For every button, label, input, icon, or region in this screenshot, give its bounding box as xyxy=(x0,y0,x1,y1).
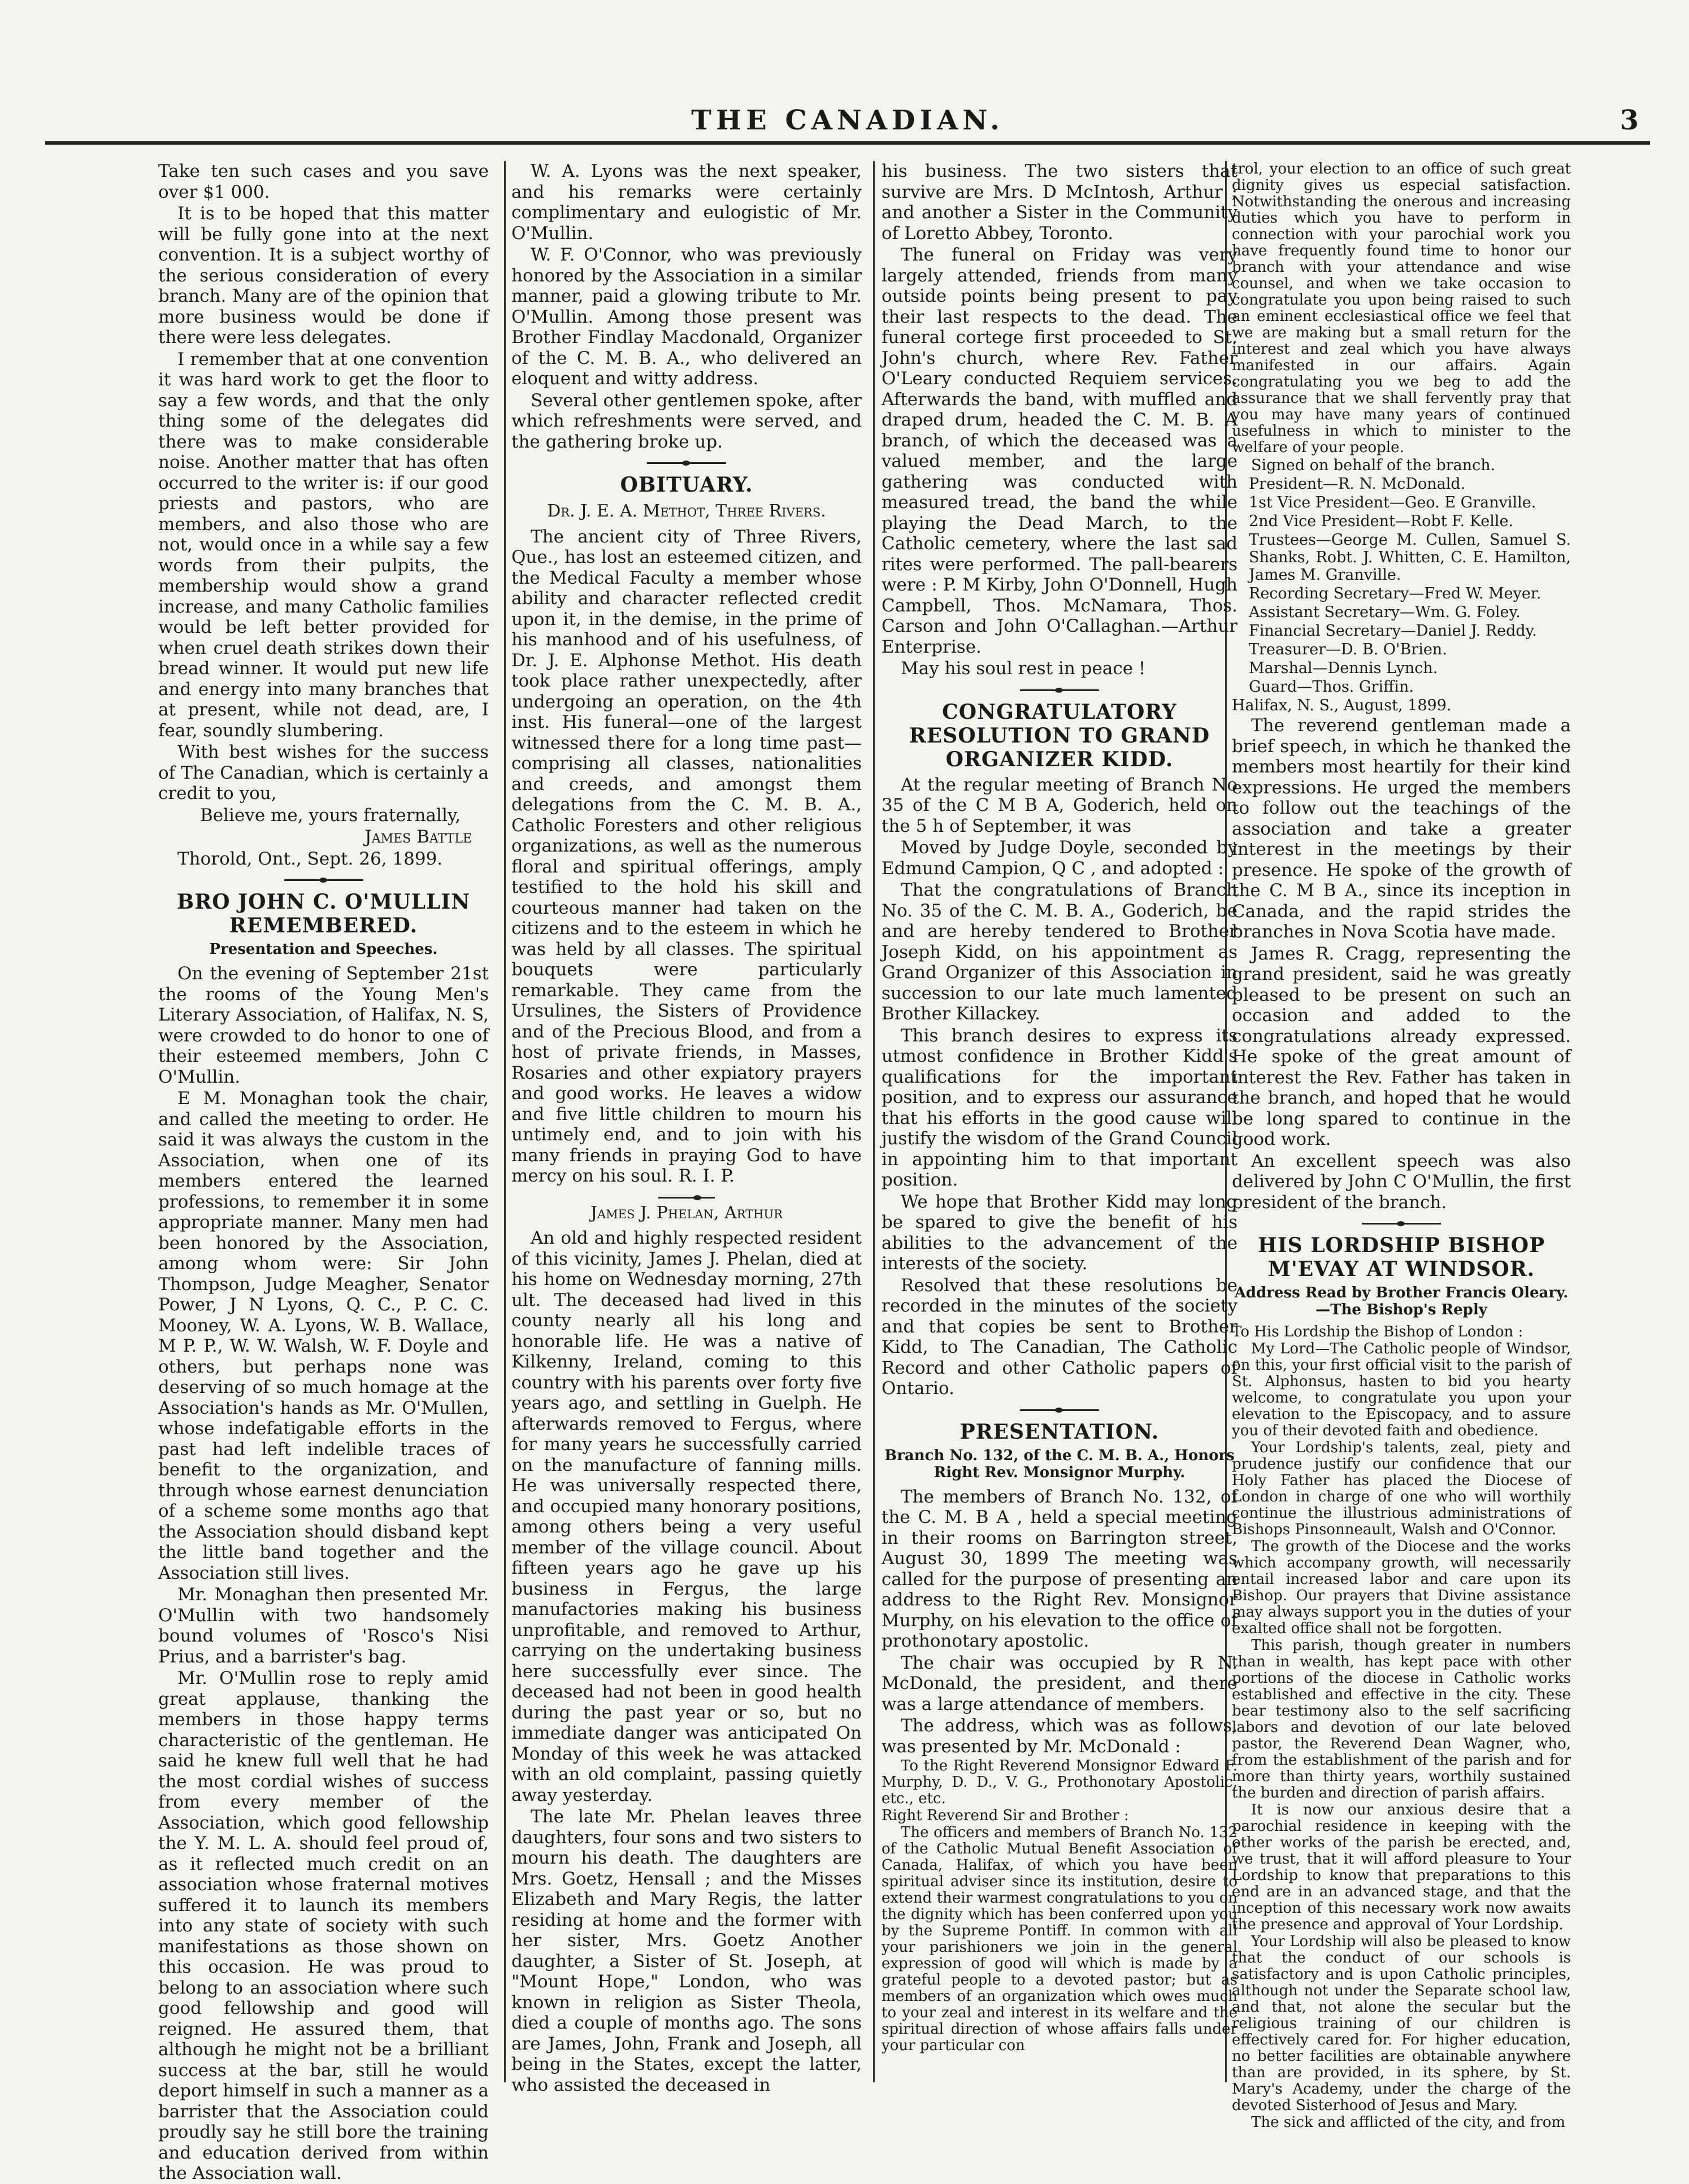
article-heading: PRESENTATION. xyxy=(959,1419,1160,1444)
paragraph: Mr. Monaghan then presented Mr. O'Mullin with two handsomely bound volumes of 'Rosco's Nisi Prius, and a barrister's bag. xyxy=(158,1584,489,1667)
paragraph: May his soul rest in peace ! xyxy=(901,658,1146,679)
paragraph: To His Lordship the Bishop of London : xyxy=(1232,1323,1523,1340)
paragraph: The funeral on Friday was very largely attended, friends from many outside points being present to pay their last respects to the dead. The funeral cortege first proceeded to St. John's church, where Rev. Father O'Leary conducted Requiem services. Afterwards the band, with muffled and draped drum, headed the C. M. B. A branch, of which the deceased was a valued member, and the large gathering was conducted with measured tread, the band the while playing the Dead March, to the Catholic cemetery, where the last sad rites were performed. The pall-bearers were : P. M Kirby, John O'Donnell, Hugh Campbell, Thos. McNamara, Thos. Carson and John O'Callaghan.—Arthur Enterprise. xyxy=(882,245,1238,657)
page-number: 3 xyxy=(1619,105,1639,136)
officers-list xyxy=(1232,475,1571,714)
officer-line: 1st Vice President—Geo. E Granville. xyxy=(1249,494,1536,511)
address-text xyxy=(1232,161,1571,456)
signature: James Battle xyxy=(364,827,472,847)
officer-line: Financial Secretary—Daniel J. Reddy. xyxy=(1249,622,1537,640)
column-4 xyxy=(1232,160,1571,2131)
column-divider xyxy=(504,161,506,2082)
article-heading: OBITUARY. xyxy=(620,473,753,497)
paragraph: An excellent speech was also delivered by John C O'Mullin, the first president of the branch. xyxy=(1232,1150,1571,1213)
address-text xyxy=(882,1758,1238,2054)
article-heading: BRO JOHN C. O'MULLIN REMEMBERED. xyxy=(176,890,471,937)
paragraph: James R. Cragg, representing the grand president, said he was greatly pleased to be present on such an occasion and added to the congratulations already expressed. He spoke of the great amount of interest the Rev. Father has taken in the branch, and hoped that he would be long spared to continue in the good work. xyxy=(1232,943,1571,1149)
article-heading: HIS LORDSHIP BISHOP M'EVAY AT WINDSOR. xyxy=(1257,1234,1545,1281)
separator-rule xyxy=(1020,689,1099,691)
paragraph: The ancient city of Three Rivers, Que., has lost an esteemed citizen, and the Medical Faculty a member whose ability and character reflected credit upon it, in the demise, in the prime of his manhood and of his usefulness, of Dr. J. E. Alphonse Methot. His death took place rather unexpectedly, after undergoing an operation, on the 4th inst. His funeral—one of the largest witnessed there for a long time past—comprising all classes, nationalities and creeds, and amongst them delegations from the C. M. B. A., Catholic Foresters and other religious organizations, as well as the numerous floral and spiritual offerings, amply testified to the hold his skill and courteous manner had taken on the citizens and to the esteem in which he was held by all classes. The spiritual bouquets were particularly remarkable. They came from the Ursulines, the Sisters of Providence and of the Precious Blood, and from a host of private friends, in Masses, Rosaries and other expiatory prayers and good works. He leaves a widow and five little children to mourn his untimely end, and to join with his many friends in praying God to have mercy on his soul. R. I. P. xyxy=(511,526,862,1186)
paragraph: Several other gentlemen spoke, after which refreshments were served, and the gathering broke up. xyxy=(511,390,862,452)
masthead xyxy=(45,79,1650,145)
paragraph: This branch desires to express its utmost confidence in Brother Kidd's qualifications for the important position, and to express our assurance that his efforts in the good cause will justify the wisdom of the Grand Council in appointing him to that important position. xyxy=(882,1025,1238,1190)
paragraph: W. A. Lyons was the next speaker, and his remarks were certainly complimentary and eulogistic of Mr. O'Mullin. xyxy=(511,161,862,244)
dateline: Thorold, Ont., Sept. 26, 1899. xyxy=(177,848,443,869)
separator-rule xyxy=(658,1197,715,1199)
paragraph: The reverend gentleman made a brief speech, in which he thanked the members most heartily for their kind expressions. He urged the members to follow out the teachings of the association and take a greater interest in the meetings by their presence. He spoke of the growth of the C. M B A., since its inception in Canada, and the rapid strides the branches in Nova Scotia have made. xyxy=(1232,715,1571,942)
officer-line: Trustees—George M. Cullen, Samuel S. Shanks, Robt. J. Whitten, C. E. Hamilton, James M. Granville. xyxy=(1249,531,1571,584)
officer-line: Halifax, N. S., August, 1899. xyxy=(1232,697,1452,714)
officer-line: Marshal—Dennis Lynch. xyxy=(1249,659,1438,677)
paragraph: The chair was occupied by R N. McDonald, the president, and there was a large attendance of members. xyxy=(882,1652,1238,1714)
obituary-byline: Dr. J. E. A. Methot, Three Rivers. xyxy=(547,501,826,521)
paragraph: It is now our anxious desire that a parochial residence in keeping with the other works of the parish be erected, and, we trust, that it will afford pleasure to Your Lordship to know that preparations to this end are in an advanced stage, and that the inception of this necessary work now awaits the presence and approval of Your Lordship. xyxy=(1232,1801,1571,1933)
paragraph: Your Lordship will also be pleased to know that the conduct of our schools is satisfactory and is upon Catholic principles, although not under the Separate school law, and that, not alone the secular but the religious training of our children is effectively cared for. For higher education, no better facilities are obtainable anywhere than are provided, in its sphere, by St. Mary's Academy, under the charge of the devoted Sisterhood of Jesus and Mary. xyxy=(1232,1933,1571,2114)
paragraph: The growth of the Diocese and the works which accompany growth, will necessarily entail increased labor and care upon its Bishop. Our prayers that Divine assistance may always support you in the duties of your exalted office shall not be forgotten. xyxy=(1232,1538,1571,1637)
paragraph: My Lord—The Catholic people of Windsor, on this, your first official visit to the parish of St. Alphonsus, hasten to bid you hearty welcome, to congratulate you upon your elevation to the Episcopacy, and to assure you of their devoted faith and obedience. xyxy=(1232,1340,1571,1439)
paragraph: I remember that at one convention it was hard work to get the floor to say a few words, and that the only thing some of the delegates did there was to make considerable noise. Another matter that has often occurred to the writer is: if our good priests and pastors, who are members, and also those who are not, would once in a while say a few words from their pulpits, the membership would show a grand increase, and many Catholic families would be left better provided for when cruel death strikes down their bread winner. It would put new life and energy into many branches that at present, while not dead, are, I fear, soundly slumbering. xyxy=(158,349,489,741)
separator-rule xyxy=(647,462,726,464)
newspaper-title: THE CANADIAN. xyxy=(691,105,1004,136)
paragraph: That the congratulations of Branch No. 35 of the C. M. B. A., Goderich, be and are hereby tendered to Brother Joseph Kidd, on his appointment as Grand Organizer of this Association in succession to our late much lamented Brother Killackey. xyxy=(882,880,1238,1024)
closing: Believe me, yours fraternally, xyxy=(200,805,461,826)
separator-rule xyxy=(1362,1223,1441,1225)
paragraph: On the evening of September 21st the rooms of the Young Men's Literary Association, of Halifax, N. S, were crowded to do honor to one of their esteemed members, John C O'Mullin. xyxy=(158,963,489,1087)
paragraph: trol, your election to an office of such great dignity gives us especial satisfaction. Notwithstanding the onerous and increasing duties which you have to perform in connection with your parochial work you have frequently found time to honor our branch with your attendance and wise counsel, and when we take occasion to congratulate you upon being raised to such an eminent ecclesiastical office we feel that we are making but a small return for the interest and zeal which you have always manifested in our affairs. Again congratulating you we beg to add the assurance that we shall fervently pray that you may have many years of continued usefulness in which to minister to the welfare of your people. xyxy=(1232,160,1571,456)
paragraph: We hope that Brother Kidd may long be spared to give the benefit of his abilities to the advancement of the interests of the society. xyxy=(882,1191,1238,1274)
article-subheading: Branch No. 132, of the C. M. B. A., Honors Right Rev. Monsignor Murphy. xyxy=(884,1447,1235,1481)
article-subheading: Address Read by Brother Francis Oleary.—The Bishop's Reply xyxy=(1234,1284,1569,1318)
paragraph: Your Lordship's talents, zeal, piety and prudence justify our confidence that our Holy Father has placed the Diocese of London in charge of one who will worthily continue the illustrious administrations of Bishops Pinsonneault, Walsh and O'Connor. xyxy=(1232,1439,1571,1538)
paragraph: The address, which was as follows, was presented by Mr. McDonald : xyxy=(882,1716,1238,1757)
obituary-byline: James J. Phelan, Arthur xyxy=(590,1202,783,1223)
paragraph: Moved by Judge Doyle, seconded by Edmund Campion, Q C , and adopted : xyxy=(882,837,1238,879)
paragraph: The officers and members of Branch No. 132 of the Catholic Mutual Benefit Association of Canada, Halifax, of which you have been spiritual adviser since its institution, desire to extend their warmest congratulations to you on the dignity which has been conferred upon you by the Supreme Pontiff. In common with all your parishioners we join in the general expression of good will which is made by a grateful people to a devoted pastor; but as members of an organization which owes much to your zeal and interest in its welfare and the spiritual direction of whose affairs falls under your particular con xyxy=(882,1824,1238,2054)
paragraph: Signed on behalf of the branch. xyxy=(1251,457,1496,474)
paragraph: W. F. O'Connor, who was previously honored by the Association in a similar manner, paid a glowing tribute to Mr. O'Mullin. Among those present was Brother Findlay Macdonald, Organizer of the C. M. B. A., who delivered an eloquent and witty address. xyxy=(511,245,862,389)
officer-line: Guard—Thos. Griffin. xyxy=(1249,678,1414,696)
column-1 xyxy=(158,161,489,2183)
column-2 xyxy=(511,161,862,2095)
paragraph: Right Reverend Sir and Brother : xyxy=(882,1807,1129,1824)
separator-rule xyxy=(1020,1409,1099,1411)
column-divider xyxy=(873,161,875,2082)
officer-line: Recording Secretary—Fred W. Meyer. xyxy=(1249,585,1542,602)
paragraph: The members of Branch No. 132, of the C. M. B A , held a special meeting in their rooms on Barrington street, August 30, 1899 The meeting was called for the purpose of presenting an address to the Right Rev. Monsignor Murphy, on his elevation to the office of prothonotary apostolic. xyxy=(882,1486,1238,1651)
officer-line: Assistant Secretary—Wm. G. Foley. xyxy=(1249,603,1521,621)
officer-line: 2nd Vice President—Robt F. Kelle. xyxy=(1249,513,1514,530)
paragraph: It is to be hoped that this matter will be fully gone into at the next convention. It is a subject worthy of the serious consideration of every branch. Many are of the opinion that more business would be done if there were less delegates. xyxy=(158,203,489,348)
paragraph: The sick and afflicted of the city, and from xyxy=(1251,2114,1566,2131)
paragraph: With best wishes for the success of The Canadian, which is certainly a credit to you, xyxy=(158,742,489,804)
paragraph: The late Mr. Phelan leaves three daughters, four sons and two sisters to mourn his death. The daughters are Mrs. Goetz, Hensall ; and the Misses Elizabeth and Mary Regis, the latter residing at home and the former with her sister, Mrs. Goetz Another daughter, a Sister of St. Joseph, at "Mount Hope," London, who was known in religion as Sister Theola, died a couple of months ago. The sons are James, John, Frank and Joseph, all being in the States, except the latter, who assisted the deceased in xyxy=(511,1807,862,2095)
paragraph: Resolved that these resolutions be recorded in the minutes of the society and that copies be sent to Brother Kidd, to The Canadian, The Catholic Record and other Catholic papers of Ontario. xyxy=(882,1275,1238,1399)
paragraph: Take ten such cases and you save over $1 000. xyxy=(158,161,489,202)
column-3 xyxy=(882,161,1238,2082)
separator-rule xyxy=(284,879,363,881)
address-text xyxy=(1232,1324,1571,2131)
article-heading: CONGRATULATORY RESOLUTION TO GRAND ORGANIZER KIDD. xyxy=(909,700,1210,771)
paragraph: E M. Monaghan took the chair, and called the meeting to order. He said it was always the custom in the Association, when one of its members entered the learned professions, to remember it in some appropriate manner. Many men had been honored by the Association, among whom were: Sir John Thompson, Judge Meagher, Senator Power, J N Lyons, Q. C., P. C. C. Mooney, W. A. Lyons, W. B. Wallace, M P. P., W. W. Walsh, W. F. Doyle and others, but perhaps none was deserving of so much homage at the Association's hands as Mr. O'Mullen, whose indefatigable efforts in the past had left indelible traces of benefit to the organization, and through whose earnest denunciation of a scheme some months ago that the Association should disband kept the little band together and the Association still lives. xyxy=(158,1088,489,1583)
paragraph: Mr. O'Mullin rose to reply amid great applause, thanking the members in those happy terms characteristic of the gentleman. He said he knew full well that he had the most cordial wishes of success from every member of the Association, which good fellowship the Y. M. L. A. should feel proud of, as it reflected much credit on an association whose fraternal motives suffered it to launch its members into any state of society with such manifestations as those shown on this occasion. He was proud to belong to an association where such good fellowship and good will reigned. He assured them, that although he might not be a brilliant success at the bar, still he would deport himself in such a manner as a barrister that the Association could proudly say he still bore the training and education derived from within the Association wall. xyxy=(158,1668,489,2183)
paragraph: his business. The two sisters that survive are Mrs. D McIntosh, Arthur ; and another a Sister in the Community of Loretto Abbey, Toronto. xyxy=(882,161,1238,244)
paragraph: An old and highly respected resident of this vicinity, James J. Phelan, died at his home on Wednesday morning, 27th ult. The deceased had lived in this county nearly all his long and honorable life. He was a native of Kilkenny, Ireland, coming to this country with his parents over forty five years ago, and settling in Guelph. He afterwards removed to Fergus, where for many years he successfully carried on the manufacture of fanning mills. He was universally respected there, and occupied many honorary positions, among others being a very useful member of the village council. About fifteen years ago he gave up his business in Fergus, the large manufactories making his business unprofitable, and removed to Arthur, carrying on the undertaking business here successfully ever since. The deceased had not been in good health during the past year or so, but no immediate danger was anticipated On Monday of this week he was attacked with an old complaint, passing quietly away yesterday. xyxy=(511,1228,862,1805)
officer-line: President—R. N. McDonald. xyxy=(1249,475,1466,493)
officer-line: Treasurer—D. B. O'Brien. xyxy=(1249,641,1447,658)
paragraph: To the Right Reverend Monsignor Edward F. Murphy, D. D., V. G., Prothonotary Apostolic, etc., etc. xyxy=(882,1757,1238,1807)
paragraph: This parish, though greater in numbers than in wealth, has kept pace with other portions of the diocese in Catholic works established and effective in the city. These bear testimony also to the self sacrificing labors and devotion of our late beloved pastor, the Reverend Dean Wagner, who, from the establishment of the parish and for more than thirty years, worthily sustained the burden and direction of parish affairs. xyxy=(1232,1637,1571,1801)
paragraph: At the regular meeting of Branch No 35 of the C M B A, Goderich, held on the 5 h of September, it was xyxy=(882,774,1238,836)
article-subheading: Presentation and Speeches. xyxy=(209,941,438,958)
